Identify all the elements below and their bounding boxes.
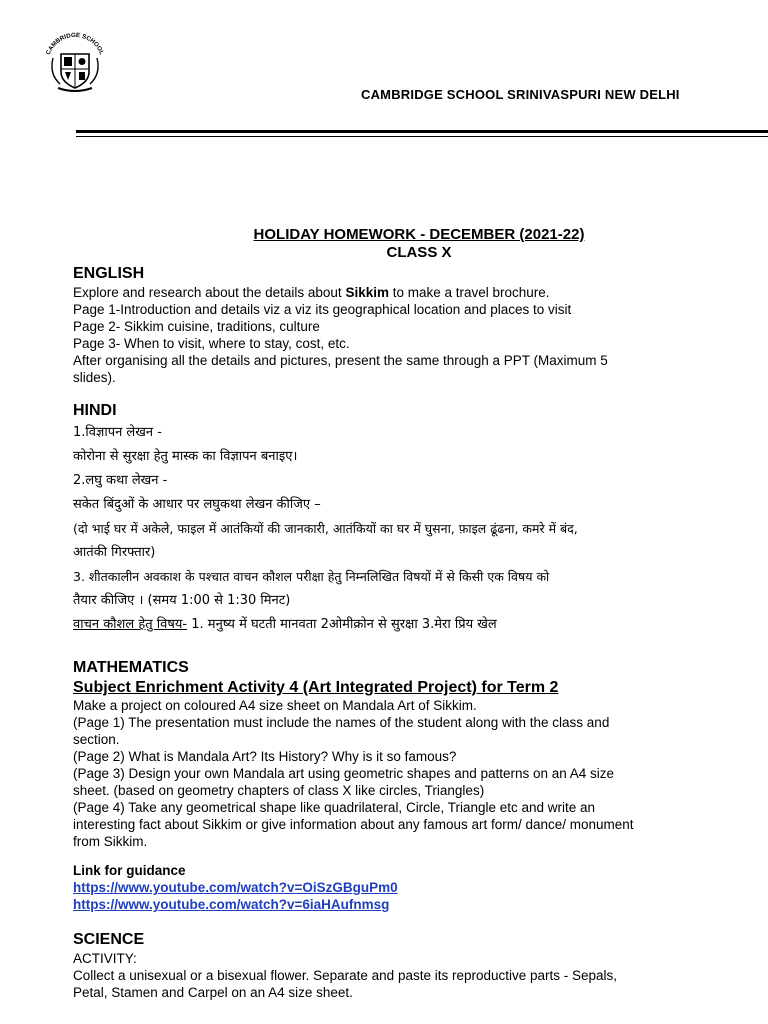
math-line: (Page 3) Design your own Mandala art using geometric shapes and patterns on an A4 size — [73, 766, 615, 781]
class-title: CLASS X — [386, 244, 452, 261]
hindi-line: 1.विज्ञापन लेखन - — [73, 425, 162, 440]
hindi-line: कोरोना से सुरक्षा हेतु मास्क का विज्ञापन बनाइए। — [73, 449, 298, 464]
math-line: sheet. (based on geometry chapters of class X like circles, Triangles) — [73, 783, 485, 798]
math-line: (Page 1) The presentation must include the names of the student along with the class and — [73, 715, 610, 730]
science-section — [73, 930, 753, 1001]
math-line: interesting fact about Sikkim or give information about any famous art form/ dance/ monument — [73, 817, 634, 832]
english-line: After organising all the details and pictures, present the same through a PPT (Maximum 5 — [73, 353, 608, 368]
document-title: HOLIDAY HOMEWORK - DECEMBER (2021-22) — [253, 226, 585, 243]
science-line: Petal, Stamen and Carpel on an A4 size sheet. — [73, 985, 353, 1000]
header-divider-thick — [76, 130, 768, 133]
math-line: from Sikkim. — [73, 834, 148, 849]
hindi-topic-label: वाचन कौशल हेतु विषय- — [73, 617, 188, 632]
english-section — [73, 264, 723, 386]
english-line: Page 2- Sikkim cuisine, traditions, culture — [73, 319, 320, 334]
math-line: section. — [73, 732, 120, 747]
mathematics-heading: MATHEMATICS — [73, 659, 189, 676]
english-line: Page 1-Introduction and details viz a viz its geographical location and places to visit — [73, 302, 572, 317]
hindi-line: (दो भाई घर में अकेले, फाइल में आतंकियों की जानकारी, आतंकियों का घर में घुसना, फ़ाइल ढूंढना, कमरे में बंद, — [73, 521, 578, 536]
hindi-line: सकेत बिंदुओं के आधार पर लघुकथा लेखन कीजिए – — [73, 497, 321, 512]
youtube-link-1[interactable]: https://www.youtube.com/watch?v=OiSzGBguPm0 — [73, 880, 398, 895]
hindi-heading: HINDI — [73, 402, 117, 419]
english-line: slides). — [73, 370, 116, 385]
header-divider-thin — [76, 136, 768, 137]
math-line: (Page 4) Take any geometrical shape like quadrilateral, Circle, Triangle etc and write an — [73, 800, 596, 815]
hindi-topics: वाचन कौशल हेतु विषय- 1. मनुष्य में घटती मानवता 2ओमीक्रोन से सुरक्षा 3.मेरा प्रिय खेल — [73, 617, 497, 632]
math-line: (Page 2) What is Mandala Art? Its History? Why is it so famous? — [73, 749, 457, 764]
svg-text:CAMBRIDGE SCHOOL — [45, 32, 105, 56]
hindi-line: आतंकी गिरफ्तार) — [73, 545, 156, 560]
youtube-link-2[interactable]: https://www.youtube.com/watch?v=6iaHAufnmsg — [73, 897, 390, 912]
mathematics-subheading: Subject Enrichment Activity 4 (Art Integrated Project) for Term 2 — [73, 679, 559, 696]
hindi-section — [73, 401, 753, 637]
hindi-line: 3. शीतकालीन अवकाश के पश्चात वाचन कौशल परीक्षा हेतु निम्नलिखित विषयों में से किसी एक विषय को — [73, 569, 550, 584]
math-line: Make a project on coloured A4 size sheet on Mandala Art of Sikkim. — [73, 698, 477, 713]
hindi-line: तैयार कीजिए । (समय 1:00 से 1:30 मिनट) — [73, 593, 291, 608]
guidance-link-label: Link for guidance — [73, 863, 186, 878]
school-logo — [40, 32, 110, 94]
english-line: Page 3- When to visit, where to stay, cost, etc. — [73, 336, 350, 351]
hindi-line: 2.लघु कथा लेखन - — [73, 473, 168, 488]
mathematics-section — [73, 658, 753, 850]
science-line: Collect a unisexual or a bisexual flower. Separate and paste its reproductive parts - Sepals, — [73, 968, 618, 983]
science-line: ACTIVITY: — [73, 951, 137, 966]
english-intro: Explore and research about the details about Sikkim to make a travel brochure. — [73, 285, 550, 300]
logo-text: CAMBRIDGE SCHOOL — [44, 32, 106, 56]
english-heading: ENGLISH — [73, 265, 145, 282]
school-name: CAMBRIDGE SCHOOL SRINIVASPURI NEW DELHI — [361, 87, 680, 102]
science-heading: SCIENCE — [73, 931, 145, 948]
guidance-links — [73, 862, 723, 913]
